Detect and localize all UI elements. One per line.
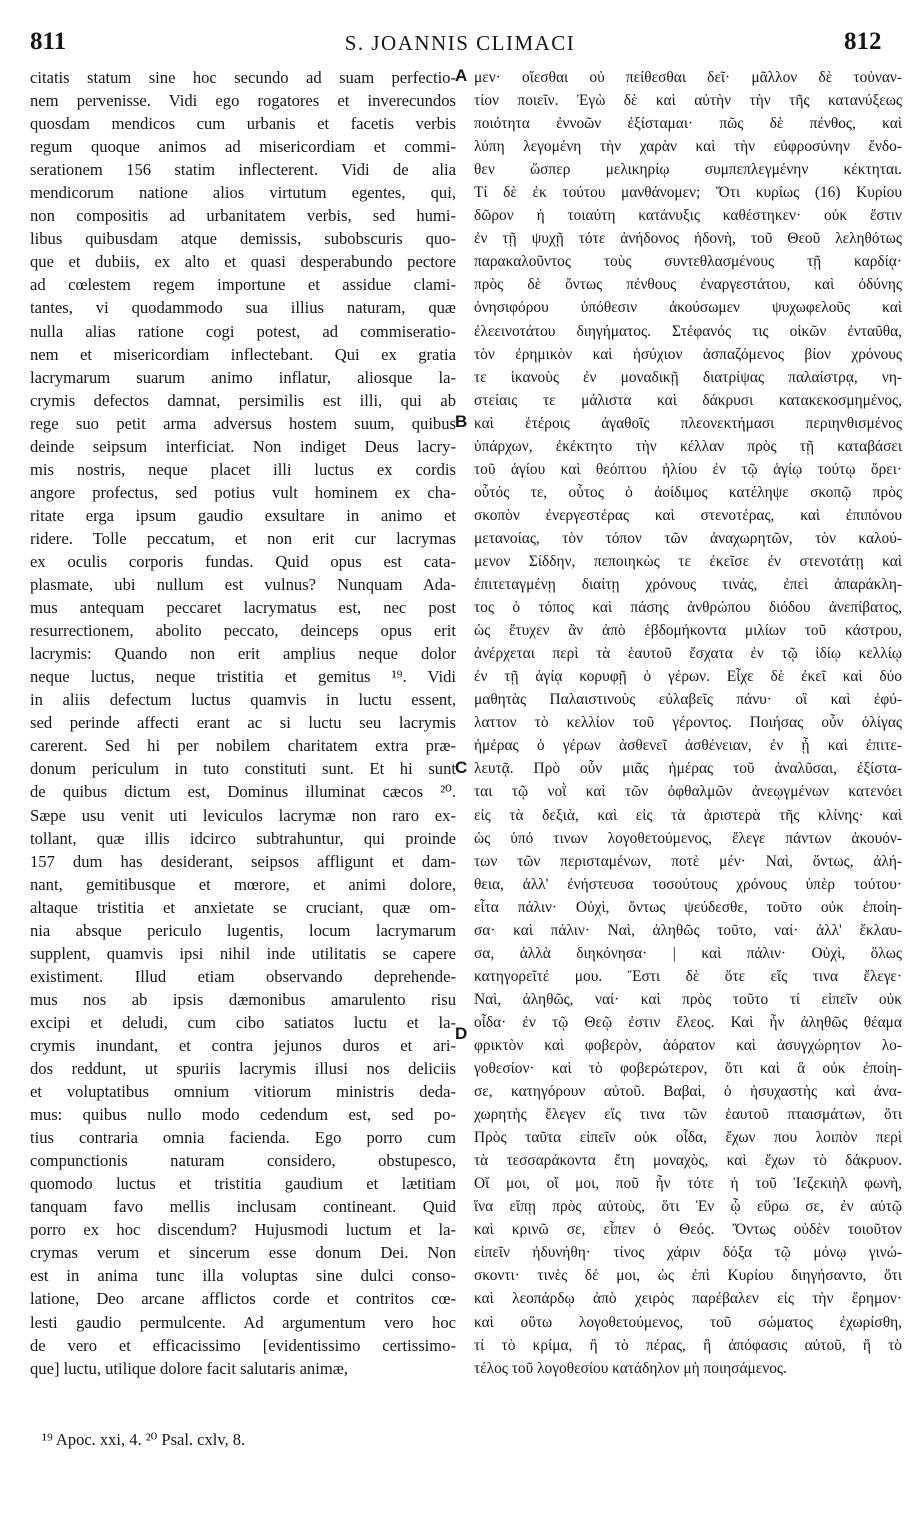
latin-text-line: ex oculis corporis fundas. Quid opus est cata- [30, 551, 456, 571]
greek-text-line: σα, ἀλλὰ διηκόνησα· | καὶ πάλιν· Οὐχὶ, ὅλως [474, 944, 902, 962]
greek-text-line: ται τῷ νοῒ καὶ τῶν ὀφθαλμῶν ἀνεῳγμένων κατενόει [474, 783, 902, 801]
latin-text-line: crymis inundant, et contra jejunos duros et ari- [30, 1035, 456, 1055]
latin-text-line: tius contraria omnia facienda. Ego porro cum [30, 1128, 456, 1148]
greek-text-line: εἰπεῖν ἠδυνήθη· τίνος χάριν δόξα τῷ μόνῳ γινώ- [474, 1244, 902, 1262]
latin-text-line: quomodo luctus et tristitia gaudium et lætitiam [30, 1174, 456, 1194]
greek-text-line: καὶ κρινῶ σε, εἶπεν ὁ Θεός. Ὄντως οὐδὲν τοιοῦτον [474, 1221, 902, 1239]
greek-text-line: κατηγορεῖτέ μου. Ἔστι δὲ ὅτε εἴς τινα ἔλεγε· [474, 967, 902, 985]
greek-text-line: ὀνησιφόρου ὑπόθεσιν ἀκούσωμεν ψυχωφελοῦς καὶ [474, 299, 902, 317]
page-header [0, 28, 920, 64]
latin-text-line: nant, gemitibusque et mœrore, et animi dolore, [30, 874, 456, 894]
latin-text-line: non compositis ad urbanitatem verbis, sed humi- [30, 206, 456, 226]
latin-text-line: porro ex hoc discendum? Hujusmodi luctum et la- [30, 1220, 456, 1240]
greek-text-line: τὸν ἐρημικὸν καὶ ἡσύχιον ἀσπαζόμενος βίον χρόνους [474, 345, 902, 363]
greek-text-line: στείαις τε μάλιστα καὶ δάκρυσι κατακεκοσμημένος, [474, 391, 902, 409]
greek-text-line: ἡμέρας ὁ γέρων ἀσθενεῖ ἀσθένειαν, ἐν ᾗ καὶ ἐπιτε- [474, 737, 902, 755]
latin-text-line: lesti gaudio permulcente. Ad argumentum vero hoc [30, 1312, 456, 1332]
greek-text-line: λύπη λεγομένη τὴν χαρὰν καὶ τὴν εὐφροσύνην ἔνδο- [474, 138, 902, 156]
greek-text-line: τοῦ ἁγίου καὶ θεόπτου ἠλίου ἐν τῷ ἁγίῳ τούτῳ ὄρει· [474, 460, 902, 478]
latin-text-line: 157 dum has desiderant, seipsos affligunt et dam- [30, 851, 456, 871]
latin-text-line: regum quoque animos ad misericordiam et commi- [30, 137, 456, 157]
latin-text-line: ridere. Tolle peccatum, et non erit cur lacrymas [30, 528, 456, 548]
greek-text-line: ἐν τῇ ἁγίᾳ κορυφῇ ὁ γέρων. Εἶχε δὲ ἐκεῖ καὶ δύο [474, 668, 902, 686]
latin-text-line: ad cœlestem regem importune et assidue clami- [30, 275, 456, 295]
greek-text-line: τὰ τεσσαράκοντα ἔτη μοναχὸς, καὶ ἔχων τὸ δάκρυον. [474, 1152, 902, 1170]
greek-text-line: καὶ οὕτω λογοθετούμενος, τοῦ σώματος ἐχωρίσθη, [474, 1313, 902, 1331]
greek-text-line: μετανοίας, τὸν τόπον τῶν ἀναχωρητῶν, τὸν καλού- [474, 529, 902, 547]
latin-text-line: nem pervenisse. Vidi ego rogatores et inverecundos [30, 91, 456, 111]
greek-text-line: οὗτός τε, οὗτος ὁ ἀοίδιμος κατέληψε σκοπῷ πρὸς [474, 483, 902, 501]
latin-text-line: et voluptatibus omnium vitiorum ministris deda- [30, 1082, 456, 1102]
greek-text-line: Πρὸς ταῦτα εἰπεῖν οὐκ οἶδα, ἔχων που λοιπὸν περὶ [474, 1129, 902, 1147]
greek-text-line: σκοντι· τινὲς δέ μοι, ὡς ἐπὶ Κυρίου διηγήσαντο, ὅτι [474, 1267, 902, 1285]
latin-text-line: lacrymis: Quando non erit amplius neque dolor [30, 644, 456, 664]
greek-text-line: ἵνα εἴπῃ πρὸς αὐτοὺς, ὅτι Ἐν ᾧ εὕρω σε, ἐν αὐτῷ [474, 1198, 902, 1216]
latin-text-line: existiment. Illud etiam observando deprehende- [30, 966, 456, 986]
greek-text-line: θεν ὥσπερ μελικηρίῳ συμπεπλεγμένην κέκτηται. [474, 161, 902, 179]
latin-text-line: que] luctu, utilique dolore facit salutaris animæ, [30, 1358, 348, 1378]
latin-text-line: mus antequam peccaret lacrymatus est, nec post [30, 598, 456, 618]
right-page-number: 812 [844, 28, 882, 55]
latin-text-line: nulla alias ratione cogi potest, ad commiseratio- [30, 321, 456, 341]
greek-text-line: Τί δὲ ἐκ τούτου μανθάνομεν; Ὅτι κυρίως (16) Κυρίου [474, 184, 902, 202]
greek-text-line: τε ἱκανοὺς ἐν μοναδικῇ διατρίψας παλαίστρᾳ, νη- [474, 368, 902, 386]
latin-text-line: de vero et efficacissimo [evidentissimo certissimo- [30, 1335, 456, 1355]
greek-text-line: χωρητὴς ἔλεγεν εἴς τινα τῶν ἑαυτοῦ πταισμάτων, ὅτι [474, 1106, 902, 1124]
latin-text-line: quosdam mendicos cum urbanis et facetis verbis [30, 114, 456, 134]
latin-column [30, 66, 456, 1380]
greek-text-line: γοθεσίον· καὶ τὸ φοβερώτερον, ὅτι καὶ ἃ οὐκ ἐποίη- [474, 1060, 902, 1078]
latin-text-line: altaque tristitia et anxietate se cruciant, quæ om- [30, 897, 456, 917]
latin-text-line: mus: quibus nullo modo cedendum est, sed po- [30, 1105, 456, 1125]
latin-text-line: angore profectus, sed potius vult hominem ex cha- [30, 482, 456, 502]
latin-text-line: mendicorum natione alios virtutum egentes, qui, [30, 183, 456, 203]
latin-text-line: que et dubiis, ex alto et quasi desperabundo pectore [30, 252, 456, 272]
latin-text-line: supplent, quamvis ipsi nihil inde utilitatis se capere [30, 943, 456, 963]
greek-text-line: λαττον τὸ κελλίον τοῦ γέροντος. Ποιήσας οὖν ὀλίγας [474, 714, 902, 732]
greek-text-line: Οἴ μοι, οἴ μοι, ποῦ ἦν τότε ἡ τοῦ Ἰεζεκιὴλ φωνὴ, [474, 1175, 902, 1193]
greek-text-line: θεια, ἀλλ' ἐνήστευσα τοσούτους χρόνους ὑπὲρ τούτου· [474, 875, 902, 893]
latin-text-line: de quibus dictum est, Dominus illuminat cæcos ²⁰. [30, 782, 456, 802]
latin-text-line: mus nos ab ipsis dæmonibus amarulento risu [30, 989, 456, 1009]
greek-text-line: δῶρον ἡ τοιαύτη κατάνυξις καθέστηκεν· οὐκ ἔστιν [474, 207, 902, 225]
greek-text-line: οἶδα· ἐν τῷ Θεῷ ἐστιν ἔλεος. Καὶ ἦν ἀληθῶς θέαμα [474, 1013, 902, 1031]
latin-text-line: tanquam favo mellis inclusam contineant. Quid [30, 1197, 456, 1217]
greek-text-line: τίον ποιεῖν. Ἐγὼ δὲ καὶ αὐτὴν τὴν τῆς κατανύξεως [474, 92, 902, 110]
latin-text-line: rege suo petit arma adversus hostem suum, quibus [30, 413, 456, 433]
greek-text-line: φρικτὸν καὶ φοβερὸν, ἀόρατον καὶ ἀσυγχώρητον λο- [474, 1036, 902, 1054]
margin-letter-a: A [455, 66, 468, 85]
greek-text-line: των τῶν περισταμένων, ποτὲ μέν· Ναὶ, ὄντως, ἀλή- [474, 852, 902, 870]
greek-text-line: μεν· οἴεσθαι οὐ πείθεσθαι δεῖ· μᾶλλον δὲ τοὐναν- [474, 69, 902, 86]
greek-text-line: σε, κατηγόρουν αὐτοῦ. Βαβαὶ, ὁ ἡσυχαστὴς καὶ ἀνα- [474, 1083, 902, 1101]
greek-text-line: πρὸς δὲ ὄντως πένθους ἐναργεστάτου, καὶ ὀδύνης [474, 276, 902, 294]
greek-text-line: ἀνέρχεται περὶ τὰ ἑαυτοῦ ἔσχατα ἐν τῷ ἰδίῳ κελλίῳ [474, 645, 902, 663]
latin-text-line: libus quibusdam atque demissis, subobscuris quo- [30, 229, 456, 249]
latin-text-line: citatis statum sine hoc secundo ad suam perfectio- [30, 68, 456, 87]
greek-text-line: καὶ λεοπάρδῳ ἀπὸ χειρὸς παρέβαλεν εἰς τὴν ἔρημον· [474, 1290, 902, 1308]
latin-text-line: lacrymarum suarum animo inflatur, aliosque la- [30, 367, 456, 387]
greek-text-line: Ναὶ, ἀληθῶς, ναί· καὶ πρὸς τοῦτο τί εἰπεῖν οὐκ [474, 990, 902, 1008]
latin-text-line: resurrectionem, abolito peccato, deinceps opus erit [30, 621, 456, 641]
latin-text-line: serationem 156 statim inflecterent. Vidi de alia [30, 160, 456, 180]
latin-text-line: crymas verum et sincerum esse donum Dei. Non [30, 1243, 456, 1263]
greek-text-line: μαθητὰς Παλαιστινοὺς εὐλαβεῖς πάνυ· οἳ καὶ ἐφύ- [474, 691, 902, 709]
latin-text-line: ritate erga ipsum gaudio exsultare in animo et [30, 505, 456, 525]
greek-text-line: εἶτα πάλιν· Οὐχὶ, ὄντως ψεύδεσθε, τοῦτο οὐκ ἐποίη- [474, 898, 902, 916]
latin-text-line: tantes, vi quodammodo sua illius naturam, quæ [30, 298, 456, 318]
margin-letter-d: D [455, 1024, 468, 1043]
latin-text-line: mis nostris, neque placet illi luctus ex cordis [30, 459, 456, 479]
greek-text-line: σα· καὶ πάλιν· Ναὶ, ἀληθῶς τοῦτο, ναί· ἀλλ' ἔκλαυ- [474, 921, 902, 939]
latin-text-line: neque luctus, neque tristitia et gemitus ¹⁹. Vidi [30, 667, 456, 687]
margin-letter-b: B [455, 412, 468, 431]
latin-text-line: compunctionis naturam considero, obstupesco, [30, 1151, 456, 1171]
greek-text-line: παρακαλοῦντος τοὺς συντεθλασμένους τῇ καρδίᾳ· [474, 253, 902, 271]
footnotes: ¹⁹ Apoc. xxi, 4. ²⁰ Psal. cxlv, 8. [42, 1430, 246, 1449]
greek-text-line: τί τὸ κρίμα, ἢ τὸ πέρας, ἢ ἀπόφασις αὐτοῦ, ἢ τὸ [474, 1336, 902, 1354]
greek-column [474, 66, 902, 1380]
greek-text-line: τέλος τοῦ λογοθεσίου κατάδηλον μὴ ποιησάμενος. [474, 1359, 787, 1377]
latin-text-line: carerent. Sed hi per nobilem charitatem extra præ- [30, 736, 456, 756]
latin-text-line: crymis defectos damnat, persimilis est illi, qui ab [30, 390, 456, 410]
greek-text-line: τος ὁ τόπος καὶ πάσης ἀνθρώπου διόδου ἀνεπίβατος, [474, 599, 902, 617]
greek-text-line: εἰς τὰ δεξιὰ, καὶ εἰς τὰ ἀριστερὰ τῆς κλίνης· καὶ [474, 806, 902, 824]
latin-text-line: deinde seipsum interficiat. Non indiget Deus lacry- [30, 436, 456, 456]
greek-text-line: λευτᾷ. Πρὸ οὖν μιᾶς ἡμέρας τοῦ ἀναλῦσαι, ἐξίστα- [474, 760, 902, 778]
latin-text-line: dos reddunt, ut spuriis lacrymis illusi nos deliciis [30, 1059, 456, 1079]
latin-text-line: plasmate, ubi nullum est vulnus? Nunquam Ada- [30, 575, 456, 595]
latin-text-line: in aliis defectum luctus quamvis in luctu essent, [30, 690, 456, 710]
latin-text-line: nem et misericordiam inflectebant. Qui ex gratia [30, 344, 456, 364]
greek-text-line: σκοπὸν ἐνεργεστέρας καὶ στενοτέρας, καὶ ἐπιπόνου [474, 506, 902, 524]
greek-text-line: καὶ ἑτέροις ἀγαθοῖς πλεονεκτήμασι περιηνθισμένος [474, 414, 902, 432]
greek-text-line: ἐν τῇ ψυχῇ τότε ἀνήδονος ἡδονὴ, τοῦ Θεοῦ λεληθότως [474, 230, 902, 248]
margin-letter-c: C [455, 758, 468, 777]
latin-text-line: donum periculum in tuto constituti sunt. Et hi sunt [30, 759, 456, 779]
greek-text-line: ὡς ἔτυχεν ἂν ἀπὸ ἑβδομήκοντα μιλίων τοῦ κάστρου, [474, 622, 902, 640]
greek-text-line: ποιότητα ἐννοῶν ἐξίσταμαι· πῶς δὲ πένθος, καὶ [474, 115, 902, 133]
greek-text-line: ἐλεεινοτάτου διηγήματος. Στέφανός τις οἰκῶν ἐνταῦθα, [474, 322, 902, 340]
latin-text-line: sed perinde affecti erant ac si luctu seu lacrymis [30, 713, 456, 733]
greek-text-line: ὑπάρχων, ἐκέκτητο τὴν κέλλαν πρὸς τῇ καταβάσει [474, 437, 902, 455]
running-title: S. JOANNIS CLIMACI [344, 31, 576, 55]
greek-text-line: μενον Σίδδην, πεποιηκὼς τε ἐκεῖσε ἐν στενοτάτῃ καὶ [474, 552, 902, 570]
latin-text-line: Sæpe usu venit uti leviculos lacrymæ non raro ex- [30, 805, 456, 825]
greek-text-line: ὡς ὑπό τινων λογοθετούμενος, ἔλεγε πάντων ἀκουόν- [474, 829, 902, 847]
latin-text-line: latione, Deo arcane afflictos corde et contritos cœ- [30, 1289, 456, 1309]
latin-text-line: est in anima tunc illa voluptas sine dulci conso- [30, 1266, 456, 1286]
latin-text-line: excipi et deludi, cum cibo satiatos luctu et la- [30, 1012, 456, 1032]
latin-text-line: nia absque periculo lugentis, locum lacrymarum [30, 920, 456, 940]
left-page-number: 811 [30, 28, 67, 55]
latin-text-line: tollant, quæ illis idcirco subtrahuntur, qui proinde [30, 828, 456, 848]
greek-text-line: ἐπιτεταγμένῃ διαίτῃ χρόνους τινάς, ἐπεὶ ἀπαράκλη- [474, 576, 902, 594]
